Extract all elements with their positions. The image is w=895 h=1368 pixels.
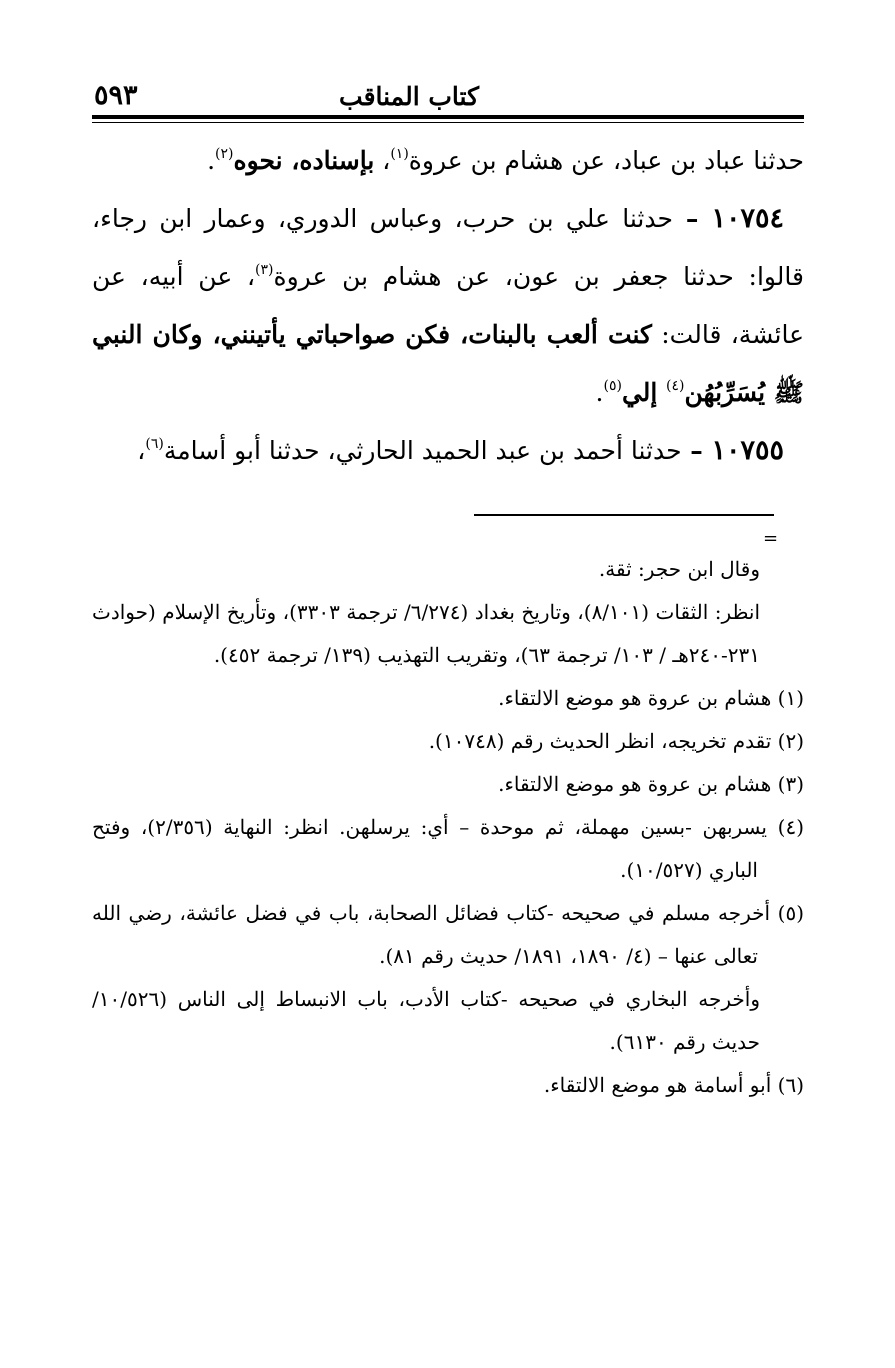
- footnote-text: تقدم تخريجه، انظر الحديث رقم (١٠٧٤٨).: [428, 729, 772, 753]
- footnote-text: هشام بن عروة هو موضع الالتقاء.: [498, 772, 772, 796]
- footnote-number: (٥): [777, 901, 805, 925]
- footnote-6: [92, 1064, 804, 1107]
- footnote-text: أبو أسامة هو موضع الالتقاء.: [543, 1073, 772, 1097]
- hadith-10755: [92, 422, 804, 480]
- isnad-text: حدثنا علي بن حرب، وعباس الدوري، وعمار ابن رجاء، قالوا: حدثنا جعفر بن عون، عن هشام بن عروة: [92, 204, 804, 291]
- footnote-text: يسربهن -بسين مهملة، ثم موحدة – أي: يرسلهن. انظر: النهاية (٢/٣٥٦)، وفتح الباري (١٠/٥٢٧).: [92, 815, 767, 882]
- footnote-text: هشام بن عروة هو موضع الالتقاء.: [498, 686, 772, 710]
- chapter-title: كتاب المناقب: [339, 82, 479, 111]
- footnote-ref[interactable]: (٤): [666, 378, 685, 394]
- header-rule-thick: [92, 115, 804, 119]
- continuation-mark: =: [763, 528, 779, 549]
- footnote-1: [92, 677, 804, 720]
- footnote-5: [92, 892, 804, 978]
- footnote-text: أخرجه مسلم في صحيحه -كتاب فضائل الصحابة، باب في فضل عائشة، رضي الله تعالى عنها – (٤/ ١٨٩٠، ١٨٩١/ حديث رقم ٨١).: [92, 901, 771, 968]
- footnote-ref[interactable]: (٦): [145, 436, 164, 452]
- hadith-number: ١٠٧٥٤: [711, 203, 784, 234]
- dash: –: [681, 436, 712, 465]
- footnote-number: (٣): [777, 772, 804, 796]
- footnote-3: [92, 763, 804, 806]
- period: .: [207, 146, 216, 175]
- period: .: [595, 378, 604, 407]
- paragraph-continuation: [92, 132, 804, 190]
- hadith-10754: [92, 190, 804, 422]
- footnote-number: (٦): [777, 1073, 804, 1097]
- matn-text: إلي: [621, 378, 667, 407]
- footnote-ref[interactable]: (٥): [603, 378, 622, 394]
- isnad-text: حدثنا أحمد بن عبد الحميد الحارثي، حدثنا أبو أسامة: [163, 436, 682, 465]
- footnotes: [92, 548, 804, 1107]
- footnote-4: [92, 806, 804, 892]
- header-rule-thin: [92, 122, 804, 123]
- footnote-2: [92, 720, 804, 763]
- matn-text: كنت ألعب بالبنات، فكن صواحباتي يأتينني، وكان النبي ﷺ يُسَرِّبُهُن: [92, 320, 804, 407]
- footnote-separator: [474, 514, 774, 516]
- footnote-number: (٢): [777, 729, 804, 753]
- footnote-number: (١): [777, 686, 804, 710]
- footnote-ref[interactable]: (٢): [215, 146, 234, 162]
- comma: ،: [137, 436, 146, 465]
- main-text: [92, 132, 804, 480]
- text: حدثنا عباد بن عباد، عن هشام بن عروة: [408, 146, 804, 175]
- footnote-5-continuation: وأخرجه البخاري في صحيحه -كتاب الأدب، باب الانبساط إلى الناس (١٠/٥٢٦/ حديث رقم ٦١٣٠).: [92, 987, 760, 1054]
- dash: –: [672, 204, 712, 233]
- footnote-number: (٤): [777, 815, 805, 839]
- footnote-ref[interactable]: (٣): [255, 262, 274, 278]
- page-number: ٥٩٣: [94, 80, 138, 111]
- separator: ،: [374, 146, 391, 175]
- running-header: [92, 78, 804, 114]
- isnad-text: ، عن أبيه، عن عائشة، قالت:: [92, 262, 804, 349]
- hadith-number: ١٠٧٥٥: [711, 435, 784, 466]
- bold-text: بإسناده، نحوه: [233, 146, 375, 175]
- footnote-continuation: انظر: الثقات (٨/١٠١)، وتاريخ بغداد (٦/٢٧٤/ ترجمة ٣٣٠٣)، وتأريخ الإسلام (حوادث ٢٣١-٢٤٠هـ / ١٠٣/ ترجمة ٦٣)، وتقريب التهذيب (١٣٩/ ترجمة ٤٥٢).: [92, 600, 761, 667]
- footnote-ref[interactable]: (١): [390, 146, 409, 162]
- footnote-continuation: وقال ابن حجر: ثقة.: [598, 557, 760, 581]
